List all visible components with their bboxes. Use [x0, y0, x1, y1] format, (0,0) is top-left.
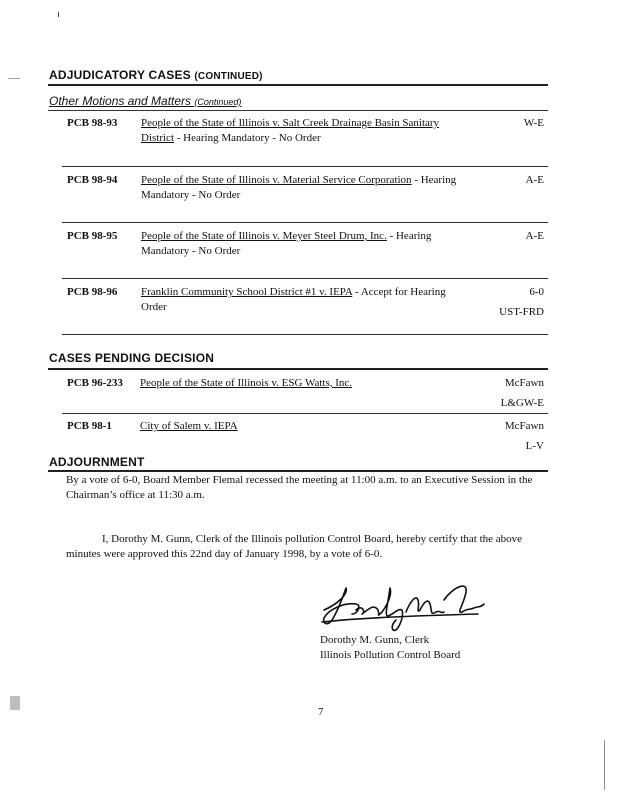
case-vote-subtype: L-V — [525, 440, 544, 452]
signature-image — [318, 574, 490, 632]
case-vote: McFawn — [504, 377, 544, 389]
case-title: People of the State of Illinois v. Material Service Corporation — [141, 174, 412, 186]
case-description — [141, 116, 461, 146]
subsection-title-text: Other Motions and Matters — [49, 94, 192, 108]
divider — [48, 110, 548, 111]
section-title-adjournment — [49, 455, 145, 469]
section-rule — [48, 470, 548, 472]
case-number: PCB 96-233 — [67, 377, 123, 389]
scan-speck — [58, 12, 59, 17]
case-vote-subtype: UST-FRD — [499, 306, 544, 318]
case-vote: W-E — [523, 117, 544, 129]
case-number: PCB 98-93 — [67, 117, 118, 129]
divider — [62, 334, 548, 335]
case-title: People of the State of Illinois v. Salt Creek Drainage Basin Sanitary District — [141, 117, 440, 144]
case-title: People of the State of Illinois v. Meyer Steel Drum, Inc. — [141, 230, 387, 242]
section-title-pending — [49, 351, 214, 365]
case-vote: A-E — [525, 174, 544, 186]
section-title-text: CASES PENDING DECISION — [49, 351, 215, 365]
section-title-text: ADJOURNMENT — [49, 455, 145, 469]
scan-speck — [604, 740, 605, 790]
case-description — [141, 229, 471, 259]
case-description — [141, 173, 461, 203]
case-vote: A-E — [525, 230, 544, 242]
section-continued-label: (CONTINUED) — [194, 71, 263, 82]
divider — [62, 222, 548, 223]
case-vote-subtype: L&GW-E — [500, 397, 544, 409]
case-number: PCB 98-95 — [67, 230, 118, 242]
signatory-name: Dorothy M. Gunn, Clerk — [320, 634, 430, 646]
case-description — [140, 376, 440, 391]
subsection-title — [49, 94, 241, 108]
section-rule — [48, 368, 548, 370]
case-note: - Hearing Mandatory - No Order — [174, 132, 321, 144]
section-title-adjudicatory — [49, 68, 263, 82]
scan-speck — [10, 696, 20, 710]
case-number: PCB 98-96 — [67, 286, 118, 298]
adjournment-text: By a vote of 6-0, Board Member Flemal recessed the meeting at 11:00 a.m. to an Executive Session in the Chairman’s office at 11:30 a.m. — [66, 474, 533, 501]
section-rule — [48, 84, 548, 86]
case-description — [141, 285, 446, 315]
divider — [62, 278, 548, 279]
divider — [62, 166, 548, 167]
case-vote: 6-0 — [529, 286, 544, 298]
subsection-continued-label: (Continued) — [194, 97, 242, 107]
case-vote: McFawn — [504, 420, 544, 432]
page-number: 7 — [318, 706, 324, 718]
case-note: - Hearing Mandatory - No Order — [141, 174, 457, 201]
case-note: - Accept for Hearing Order — [141, 286, 446, 313]
case-description — [140, 419, 440, 434]
divider — [62, 413, 548, 414]
case-number: PCB 98-1 — [67, 420, 112, 432]
case-number: PCB 98-94 — [67, 174, 118, 186]
case-title: Franklin Community School District #1 v. IEPA — [141, 286, 353, 298]
section-title-text: ADJUDICATORY CASES — [49, 68, 191, 82]
case-title: People of the State of Illinois v. ESG Watts, Inc. — [140, 377, 353, 389]
certification-text: I, Dorothy M. Gunn, Clerk of the Illinois pollution Control Board, hereby certify that the above minutes were approved this 22nd day of January 1998, by a vote of 6-0. — [66, 533, 523, 560]
signatory-organization: Illinois Pollution Control Board — [320, 649, 461, 661]
scan-speck — [8, 78, 20, 79]
case-title: City of Salem v. IEPA — [140, 420, 238, 432]
case-note: - Hearing Mandatory - No Order — [141, 230, 432, 257]
